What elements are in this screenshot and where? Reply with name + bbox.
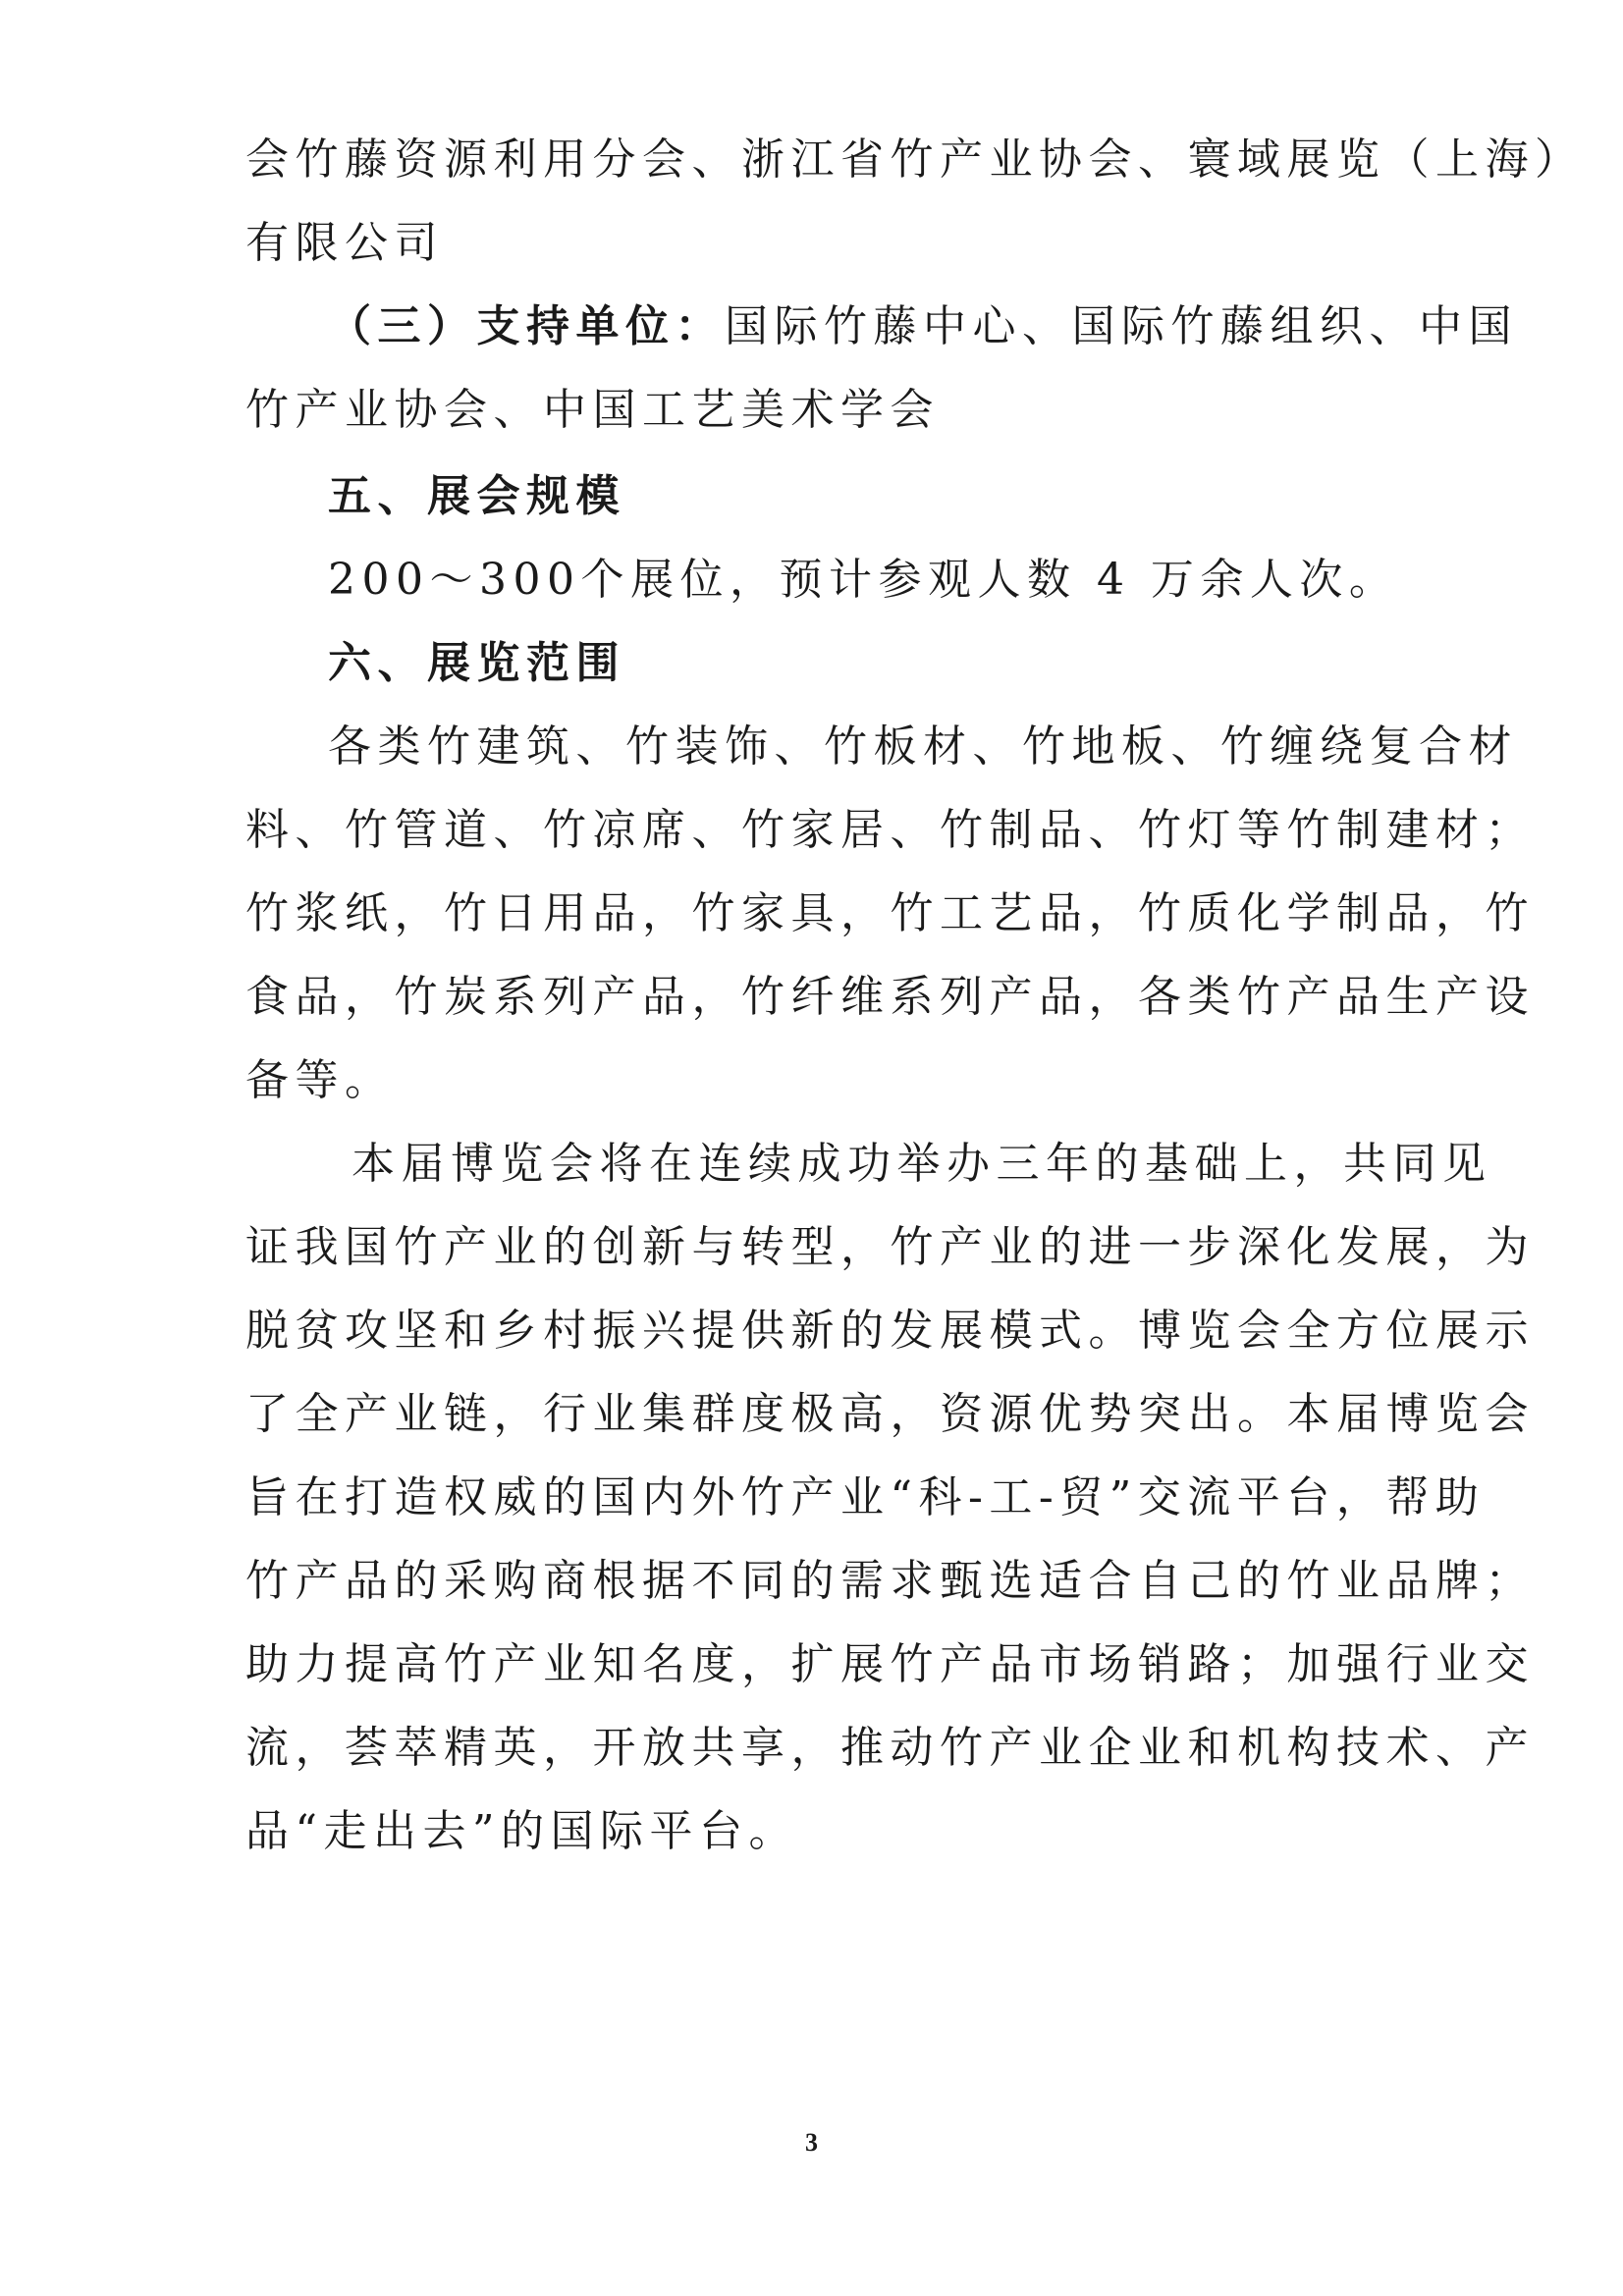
summary-line: 本届博览会将在连续成功举办三年的基础上，共同见 [352, 1139, 1492, 1189]
summary-line: 脱贫攻坚和乡村振兴提供新的发展模式。博览会全方位展示 [245, 1306, 1535, 1356]
section-heading-scope: 六、展览范围 [328, 638, 625, 688]
section-heading-scale: 五、展会规模 [328, 471, 625, 521]
scale-text: 200～300个展位，预计参观人数 4 万余人次。 [328, 555, 1399, 605]
summary-line: 旨在打造权威的国内外竹产业“科-工-贸”交流平台，帮助 [245, 1472, 1486, 1522]
page-number: 3 [805, 2128, 818, 2157]
support-units-text: 国际竹藤中心、国际竹藤组织、中国 [725, 301, 1518, 351]
organizer-continuation-line-2: 有限公司 [245, 218, 444, 268]
organizer-continuation-line-1: 会竹藤资源利用分会、浙江省竹产业协会、寰域展览（上海） [245, 134, 1585, 185]
summary-line: 品“走出去”的国际平台。 [245, 1806, 798, 1856]
scope-line: 料、竹管道、竹凉席、竹家居、竹制品、竹灯等竹制建材； [245, 805, 1535, 855]
scope-line: 备等。 [245, 1055, 395, 1105]
summary-line: 了全产业链，行业集群度极高，资源优势突出。本届博览会 [245, 1389, 1535, 1439]
scope-line: 食品，竹炭系列产品，竹纤维系列产品，各类竹产品生产设 [245, 972, 1535, 1022]
summary-line: 竹产品的采购商根据不同的需求甄选适合自己的竹业品牌； [245, 1556, 1535, 1606]
scope-line: 各类竹建筑、竹装饰、竹板材、竹地板、竹缠绕复合材 [328, 721, 1518, 772]
support-units-line-1 [328, 297, 1518, 356]
summary-line: 助力提高竹产业知名度，扩展竹产品市场销路；加强行业交 [245, 1639, 1535, 1689]
summary-line: 流，荟萃精英，开放共享，推动竹产业企业和机构技术、产 [245, 1723, 1535, 1773]
scope-line: 竹浆纸，竹日用品，竹家具，竹工艺品，竹质化学制品，竹 [245, 888, 1535, 938]
summary-line: 证我国竹产业的创新与转型，竹产业的进一步深化发展，为 [245, 1222, 1535, 1272]
support-units-label: （三）支持单位： [328, 301, 725, 351]
support-units-line-2: 竹产业协会、中国工艺美术学会 [245, 385, 940, 435]
